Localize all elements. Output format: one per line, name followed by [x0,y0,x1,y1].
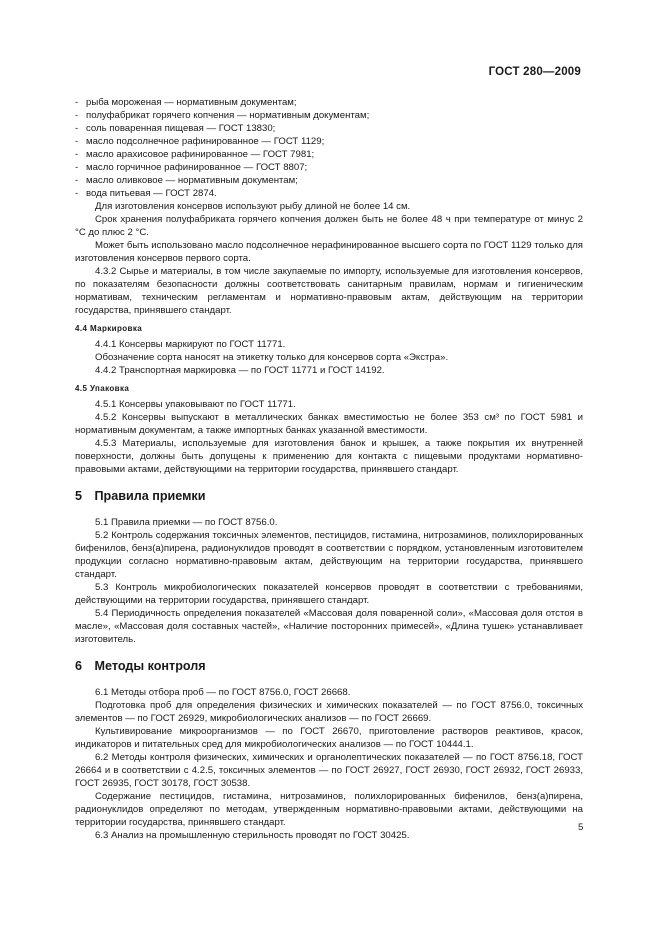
section-title: Правила приемки [94,489,206,503]
list-item-text: соль поваренная пищевая — ГОСТ 13830; [86,123,276,134]
paragraph: 5.4 Периодичность определения показателей «Массовая доля поваренной соли», «Массовая доля отстоя в масле», «Массовая доля составных частей», «Наличие посторонних примесей», «Длина тушек» устанавливает изготовитель. [75,608,583,645]
paragraph: 5.2 Контроль содержания токсичных элементов, пестицидов, гистамина, нитрозаминов, полихлорированных бифенилов, бенз(а)пирена, радионуклидов проводят в соответствии с порядком, установленным изготовителем продукции согласно нормативно-правовым актам, действующим на территории государства, принявшего стандарт. [75,530,583,580]
paragraph: 4.4.1 Консервы маркируют по ГОСТ 11771. [95,339,286,350]
paragraph: Подготовка проб для определения физических и химических показателей — по ГОСТ 8756.0, токсичных элементов — по ГОСТ 26929, микробиологических анализов — по ГОСТ 26669. [75,700,583,724]
list-item: - вода питьевая — ГОСТ 2874. [75,188,217,199]
paragraph: 5.1 Правила приемки — по ГОСТ 8756.0. [95,517,278,528]
section-heading [75,490,583,503]
subsection-heading: 4.4 Маркировка [75,324,143,333]
list-item-text: масло оливковое — нормативным документам; [86,175,298,186]
section-heading [75,660,583,673]
section-number: 5 [75,489,83,503]
paragraph: Для изготовления консервов используют рыбу длиной не более 14 см. [95,201,411,212]
document-body [75,96,583,842]
paragraph: 4.4.2 Транспортная маркировка — по ГОСТ 11771 и ГОСТ 14192. [95,365,385,376]
list-item: - полуфабрикат горячего копчения — нормативным документам; [75,110,370,121]
section-title: Методы контроля [94,659,206,673]
paragraph: Содержание пестицидов, гистамина, нитрозаминов, полихлорированных бифенилов, бенз(а)пирена, радионуклидов определяют по методам, утвержденным нормативно-правовыми актами, действующими на территории государства, принявшего стандарт. [75,791,583,828]
paragraph: Может быть использовано масло подсолнечное нерафинированное высшего сорта по ГОСТ 1129 только для изготовления консервов первого сорта. [75,240,583,264]
list-item-text: полуфабрикат горячего копчения — нормативным документам; [86,110,370,121]
list-item-text: масло горчичное рафинированное — ГОСТ 8807; [86,162,308,173]
document-header: ГОСТ 280—2009 [488,66,581,78]
list-item: - масло оливковое — нормативным документам; [75,175,298,186]
page-number: 5 [578,822,584,833]
section-number: 6 [75,659,83,673]
dash-list [75,96,583,200]
list-item: - соль поваренная пищевая — ГОСТ 13830; [75,123,276,134]
paragraph: 6.2 Методы контроля физических, химических и органолептических показателей — по ГОСТ 8756.18, ГОСТ 26664 и в соответствии с 4.2.5, токсичных элементов — по ГОСТ 26927, ГОСТ 26930, ГОСТ 26932, ГОСТ 26933, ГОСТ 26935, ГОСТ 30178, ГОСТ 30538. [75,752,583,789]
list-item-text: вода питьевая — ГОСТ 2874. [86,188,217,199]
list-item-text: масло арахисовое рафинированное — ГОСТ 7981; [86,149,315,160]
list-item: - масло арахисовое рафинированное — ГОСТ 7981; [75,149,315,160]
list-item: - рыба мороженая — нормативным документам; [75,97,297,108]
paragraph: Срок хранения полуфабриката горячего копчения должен быть не более 48 ч при температуре от минус 2 °С до плюс 2 °С. [75,214,583,238]
paragraph: 4.5.2 Консервы выпускают в металлических банках вместимостью не более 353 см³ по ГОСТ 5981 и нормативным документам, а также импортных банках указанной вместимости. [75,412,583,436]
list-item: - масло горчичное рафинированное — ГОСТ 8807; [75,162,308,173]
paragraph: 4.5.3 Материалы, используемые для изготовления банок и крышек, а также покрытия их внутренней поверхности, должны быть допущены к применению для контакта с пищевыми продуктами нормативно-правовыми актами, действующими на территории государства, принявшего стандарт. [75,438,583,475]
paragraph: Культивирование микроорганизмов — по ГОСТ 26670, приготовление растворов реактивов, красок, индикаторов и питательных сред для микробиологических анализов — по ГОСТ 10444.1. [75,726,583,750]
list-item: - масло подсолнечное рафинированное — ГОСТ 1129; [75,136,325,147]
list-item-text: масло подсолнечное рафинированное — ГОСТ 1129; [86,136,325,147]
paragraph: 5.3 Контроль микробиологических показателей консервов проводят в соответствии с требованиями, действующими на территории государства, принявшего стандарт. [75,582,583,606]
paragraph: 6.3 Анализ на промышленную стерильность проводят по ГОСТ 30425. [95,830,410,841]
subsection-heading: 4.5 Упаковка [75,384,130,393]
paragraph: 6.1 Методы отбора проб — по ГОСТ 8756.0, ГОСТ 26668. [95,687,351,698]
paragraph: 4.5.1 Консервы упаковывают по ГОСТ 11771. [95,399,296,410]
paragraph: Обозначение сорта наносят на этикетку только для консервов сорта «Экстра». [95,352,449,363]
list-item-text: рыба мороженая — нормативным документам; [86,97,297,108]
paragraph: 4.3.2 Сырье и материалы, в том числе закупаемые по импорту, используемые для изготовления консервов, по показателям безопасности должны соответствовать санитарным правилам, нормам и гигиеническим нормативам, техническим регламентам и нормативно-правовым актам, действующим на территории государства, принявшего стандарт. [75,266,583,316]
